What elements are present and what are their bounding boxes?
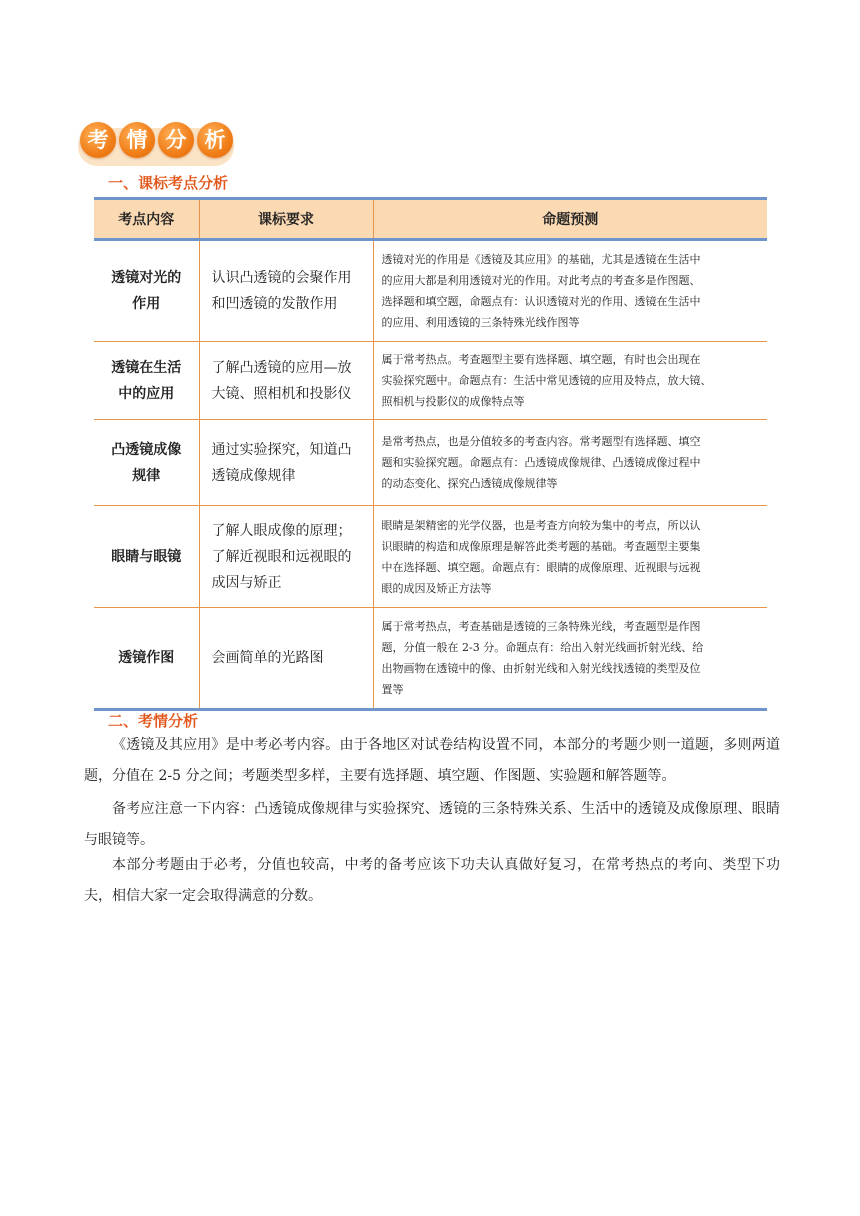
logo-char-1: 考 [80,122,116,158]
logo-char-2: 情 [119,122,155,158]
topic-cell [94,608,199,710]
prediction-line: 置等 [381,683,404,696]
prediction-line: 出物画物在透镜中的像、由折射光线和入射光线找透镜的类型及位 [381,662,701,675]
requirement-cell [199,506,373,608]
analysis-table [94,197,767,711]
logo-char-3: 分 [158,122,194,158]
requirement-cell [199,342,373,420]
prediction-line: 透镜对光的作用是《透镜及其应用》的基础，尤其是透镜在生活中 [381,253,701,266]
table-row [94,342,767,420]
topic-cell [94,342,199,420]
requirement-cell [199,608,373,710]
section-heading-1: 一、课标考点分析 [108,174,229,192]
section-heading-2: 二、考情分析 [108,712,199,730]
prediction-line: 眼的成因及矫正方法等 [381,581,492,595]
topic-line: 透镜对光的 [111,270,182,286]
prediction-line: 中在选择题、填空题。命题点有：眼睛的成像原理、近视眼与远视 [381,560,701,574]
prediction-cell [373,342,767,420]
header-topic: 考点内容 [94,199,199,240]
header-requirement: 课标要求 [199,199,373,240]
prediction-line: 选择题和填空题，命题点有：认识透镜对光的作用、透镜在生活中 [381,295,701,308]
table-row [94,420,767,506]
topic-line: 中的应用 [118,385,175,402]
topic-line: 规律 [132,467,161,484]
paragraph: 本部分考题由于必考，分值也较高，中考的备考应该下功夫认真做好复习，在常考热点的考向、类型下功夫，相信大家一定会取得满意的分数。 [84,857,780,904]
prediction-line: 的应用、利用透镜的三条特殊光线作图等 [381,316,580,329]
section-logo [78,122,236,168]
table-header-row [94,199,767,240]
topic-cell [94,240,199,342]
prediction-cell [373,608,767,710]
prediction-line: 实验探究题中。命题点有：生活中常见透镜的应用及特点，放大镜、 [381,374,712,387]
requirement-line: 了解近视眼和远视眼的 [211,548,352,565]
requirement-line: 了解人眼成像的原理； [211,522,352,539]
prediction-line: 识眼睛的构造和成像原理是解答此类考题的基础。考查题型主要集 [381,539,701,553]
prediction-line: 是常考热点，也是分值较多的考查内容。常考题型有选择题、填空 [381,435,701,448]
topic-line: 作用 [132,296,161,312]
table-row [94,608,767,710]
requirement-cell [199,420,373,506]
topic-line: 透镜作图 [118,650,175,666]
requirement-line: 和凹透镜的发散作用 [211,296,338,312]
requirement-line: 成因与矫正 [211,574,282,591]
requirement-cell [199,240,373,342]
prediction-line: 眼睛是架精密的光学仪器，也是考查方向较为集中的考点，所以认 [381,518,701,532]
prediction-line: 属于常考热点，考查基础是透镜的三条特殊光线，考查题型是作图 [381,620,701,633]
paragraph: 《透镜及其应用》是中考必考内容。由于各地区对试卷结构设置不同，本部分的考题少则一道题，多则两道题，分值在 2-5 分之间；考题类型多样，主要有选择题、填空题、作图题、实验题和解答题等。 [84,737,780,784]
prediction-line: 的应用大都是利用透镜对光的作用。对此考点的考查多是作图题、 [381,274,701,287]
requirement-line: 认识凸透镜的会聚作用 [211,270,352,286]
topic-cell [94,506,199,608]
requirement-line: 大镜、照相机和投影仪 [211,385,352,402]
prediction-line: 的动态变化、探究凸透镜成像规律等 [381,477,558,490]
topic-cell [94,420,199,506]
requirement-line: 会画简单的光路图 [211,650,324,666]
requirement-line: 通过实验探究，知道凸 [211,441,352,458]
paragraph: 备考应注意一下内容：凸透镜成像规律与实验探究、透镜的三条特殊关系、生活中的透镜及成像原理、眼睛与眼镜等。 [84,801,780,848]
prediction-cell [373,420,767,506]
prediction-line: 属于常考热点。考查题型主要有选择题、填空题，有时也会出现在 [381,353,701,366]
table-row [94,506,767,608]
prediction-line: 照相机与投影仪的成像特点等 [381,395,525,408]
logo-char-4: 析 [197,122,233,158]
prediction-line: 题，分值一般在 2-3 分。命题点有：给出入射光线画折射光线、给 [381,641,704,654]
requirement-line: 透镜成像规律 [211,467,296,484]
prediction-cell [373,240,767,342]
topic-line: 透镜在生活 [111,359,182,376]
topic-line: 眼睛与眼镜 [111,548,182,565]
topic-line: 凸透镜成像 [111,441,182,458]
prediction-cell [373,506,767,608]
table-row [94,240,767,342]
header-prediction: 命题预测 [373,199,767,240]
requirement-line: 了解凸透镜的应用—放 [211,359,352,376]
prediction-line: 题和实验探究题。命题点有：凸透镜成像规律、凸透镜成像过程中 [381,456,701,469]
